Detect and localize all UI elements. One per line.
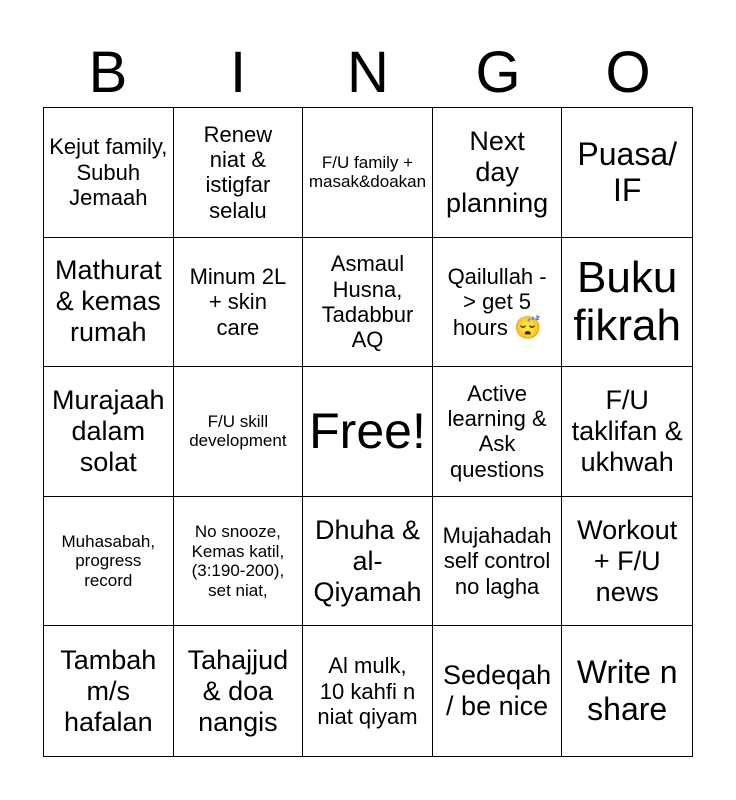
cell-label: Mujahadah self control no lagha: [442, 523, 552, 599]
cell-label: Mathurat & kemas rumah: [55, 255, 162, 348]
bingo-board: [43, 107, 693, 757]
cell-label: Tambah m/s hafalan: [60, 644, 157, 737]
bingo-cell-r3c5[interactable]: [562, 367, 692, 497]
cell-label: Kejut family, Subuh Jemaah: [49, 134, 168, 210]
cell-label: Qailullah - > get 5 hours 😴: [447, 263, 547, 340]
bingo-cell-free[interactable]: [303, 367, 433, 497]
header-letter-i: I: [229, 40, 247, 105]
bingo-cell-r4c4[interactable]: [433, 497, 563, 627]
header-letter-o: O: [605, 40, 651, 105]
cell-label: No snooze, Kemas katil, (3:190-200), set niat,: [191, 522, 285, 600]
cell-label: Workout + F/U news: [577, 514, 678, 607]
bingo-cell-r2c1[interactable]: [44, 238, 174, 368]
cell-label: Puasa/ IF: [577, 135, 677, 209]
cell-label: Dhuha & al- Qiyamah: [313, 514, 422, 607]
bingo-cell-r5c3[interactable]: [303, 626, 433, 756]
bingo-cell-r3c4[interactable]: [433, 367, 563, 497]
cell-label: Free!: [309, 402, 426, 459]
bingo-cell-r4c1[interactable]: [44, 497, 174, 627]
header-letter-g: G: [475, 40, 521, 105]
cell-label: Asmaul Husna, Tadabbur AQ: [321, 251, 414, 353]
header-letter-n: N: [347, 40, 389, 105]
cell-label: F/U skill development: [189, 411, 287, 451]
bingo-cell-r1c1[interactable]: [44, 108, 174, 238]
bingo-cell-r2c5[interactable]: [562, 238, 692, 368]
bingo-cell-r2c2[interactable]: [174, 238, 304, 368]
bingo-cell-r5c2[interactable]: [174, 626, 304, 756]
bingo-cell-r3c2[interactable]: [174, 367, 304, 497]
bingo-cell-r2c4[interactable]: [433, 238, 563, 368]
bingo-cell-r1c2[interactable]: [174, 108, 304, 238]
cell-label: Write n share: [576, 654, 678, 728]
cell-label: Renew niat & istigfar selalu: [203, 121, 273, 223]
cell-label: Buku fikrah: [573, 252, 681, 350]
bingo-cell-r1c3[interactable]: [303, 108, 433, 238]
bingo-cell-r5c1[interactable]: [44, 626, 174, 756]
bingo-cell-r3c1[interactable]: [44, 367, 174, 497]
cell-label: Active learning & Ask questions: [447, 380, 547, 482]
cell-label: F/U taklifan & ukhwah: [571, 384, 683, 478]
cell-label: F/U family + masak&doakan: [308, 152, 427, 192]
cell-label: Murajaah dalam solat: [52, 384, 165, 478]
bingo-cell-r5c4[interactable]: [433, 626, 563, 756]
bingo-cell-r4c5[interactable]: [562, 497, 692, 627]
cell-label: Muhasabah, progress record: [61, 531, 156, 590]
bingo-cell-r1c5[interactable]: [562, 108, 692, 238]
header-letter-b: B: [88, 40, 128, 105]
cell-label: Minum 2L + skin care: [189, 263, 287, 340]
cell-label: Al mulk, 10 kahfi n niat qiyam: [317, 653, 418, 729]
cell-label: Sedeqah / be nice: [443, 660, 552, 722]
bingo-cell-r2c3[interactable]: [303, 238, 433, 368]
bingo-cell-r4c3[interactable]: [303, 497, 433, 627]
cell-label: Tahajjud & doa nangis: [187, 644, 289, 737]
cell-label: Next day planning: [446, 125, 549, 218]
bingo-cell-r1c4[interactable]: [433, 108, 563, 238]
bingo-header: [43, 40, 693, 106]
bingo-cell-r5c5[interactable]: [562, 626, 692, 756]
bingo-cell-r4c2[interactable]: [174, 497, 304, 627]
